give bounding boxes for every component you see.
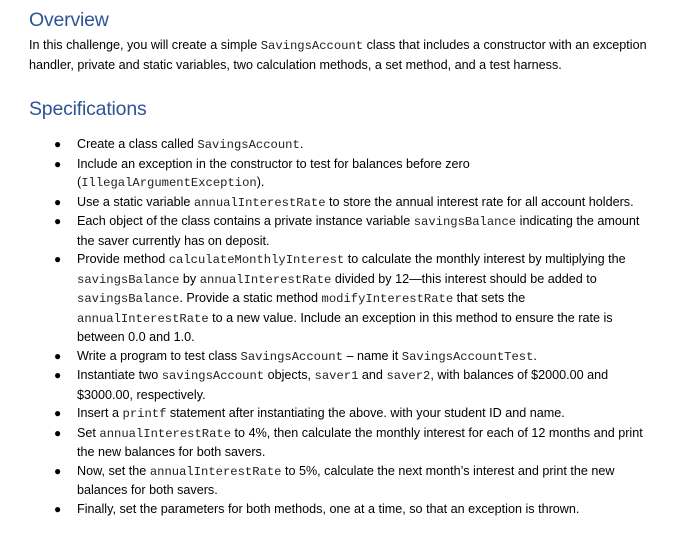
code-token: SavingsAccountTest [401,349,534,364]
bullet-icon: ● [54,406,62,420]
text-segment: Include an exception in the constructor to test for balances before zero ( [77,156,474,189]
code-token: SavingsAccount [260,39,364,53]
bullet-icon: ● [54,368,62,382]
text-segment: Each object of the class contains a private instance variable [77,214,414,228]
spec-list-item [29,135,657,155]
overview-paragraph [29,36,659,75]
code-token: saver1 [314,369,359,383]
text-segment: Use a static variable [77,194,194,209]
text-segment: statement after instantiating the above. with your student ID and name. [166,406,565,420]
text-segment: ). [256,175,265,189]
code-token: savingsBalance [77,272,180,287]
spec-list-item [29,347,657,367]
text-segment: that sets the [453,291,529,305]
bullet-icon: ● [54,214,62,228]
code-token: SavingsAccount [240,349,343,364]
code-token: savingsBalance [77,292,180,306]
bullet-icon: ● [54,137,62,151]
spec-list-item [29,366,657,404]
text-segment: divided by 12—this interest should be added to [331,271,601,286]
code-token: calculateMonthlyInterest [168,253,345,267]
bullet-icon: ● [54,501,62,516]
text-segment: and [358,368,387,382]
text-segment: to 4%, then calculate the monthly interest for each of 12 months and print the new balances for both savers. [77,425,647,459]
text-segment: , with balances of $2000.00 and $3000.00, respectively. [77,368,612,402]
text-segment: Instantiate two [77,368,162,382]
spec-list-item [29,462,657,500]
code-token: savingsBalance [413,215,517,229]
specifications-list [29,135,664,518]
code-token: annualInterestRate [193,195,326,210]
text-segment: – name it [342,348,402,363]
bullet-icon: ● [54,252,62,266]
code-token: modifyInterestRate [321,292,454,306]
bullet-icon: ● [54,194,62,209]
bullet-icon: ● [54,156,62,171]
code-token: savingsAccount [161,369,265,383]
text-segment: Provide method [77,252,169,266]
text-segment: Insert a [77,406,123,420]
text-segment: . [299,137,304,151]
text-segment: objects, [264,368,315,382]
code-token: printf [122,407,167,421]
spec-list-item [29,500,657,519]
text-segment: indicating the amount the saver currently has on deposit. [77,214,643,248]
text-segment: to 5%, calculate the next month’s interest and print the new balances for both savers. [77,463,618,497]
text-segment: to store the annual interest rate for all account holders. [325,194,634,209]
text-segment: to a new value. Include an exception in this method to ensure the rate is between 0.0 and 1.0. [77,310,617,344]
text-segment: . Provide a static method [179,291,322,305]
spec-list-item [29,404,657,424]
text-segment: to calculate the monthly interest by multiplying the [344,252,630,266]
text-segment: Write a program to test class [77,348,241,363]
text-segment: In this challenge, you will create a simple [29,38,261,52]
overview-heading: Overview [29,9,109,31]
text-segment: Now, set the [77,463,150,478]
specifications-heading: Specifications [29,98,147,120]
text-segment: class that includes a constructor with an exception handler, private and static variables, two calculation methods, a set method, and a test harness. [29,38,651,72]
code-token: annualInterestRate [77,311,209,326]
bullet-icon: ● [54,348,62,363]
text-segment: . [533,348,537,363]
text-segment: Create a class called [77,137,198,151]
bullet-icon: ● [54,425,62,440]
spec-list-item [29,193,657,213]
text-segment: Finally, set the parameters for both methods, one at a time, so that an exception is thrown. [77,501,580,516]
spec-list-item [29,212,657,250]
bullet-icon: ● [54,463,62,478]
code-token: IllegalArgumentException [81,176,257,190]
code-token: SavingsAccount [197,138,300,152]
spec-list-item [29,250,657,347]
code-token: annualInterestRate [149,464,282,479]
code-token: annualInterestRate [99,426,232,441]
text-segment: by [179,271,200,286]
spec-list-item [29,424,657,462]
code-token: annualInterestRate [199,272,332,287]
text-segment: Set [77,425,100,440]
spec-list-item [29,155,657,193]
code-token: saver2 [386,369,431,383]
